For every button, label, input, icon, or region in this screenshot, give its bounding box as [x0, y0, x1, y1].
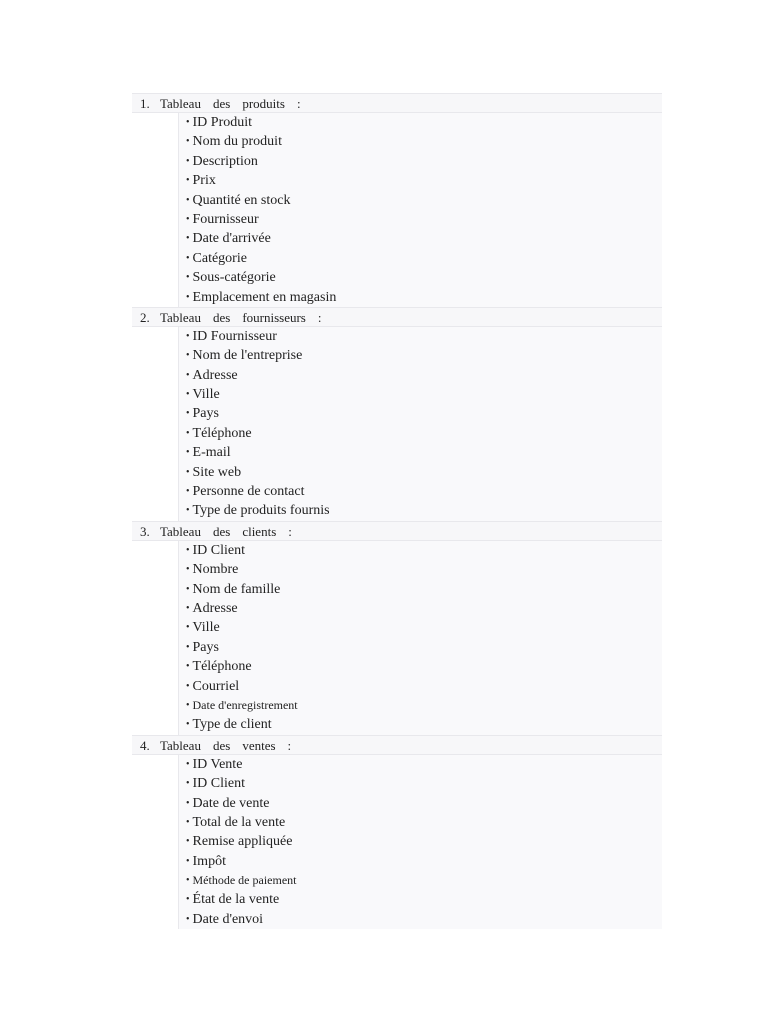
list-item: [179, 715, 662, 734]
bullet-icon: •: [186, 680, 190, 692]
bullet-icon: •: [186, 427, 190, 439]
list-item-label: Emplacement en magasin: [192, 289, 337, 305]
list-item-label: Nom du produit: [192, 134, 282, 150]
section-title-word: :: [287, 737, 292, 753]
list-item-label: Courriel: [192, 678, 240, 694]
list-item-label: Nom de l'entreprise: [192, 348, 303, 364]
list-item-label: Description: [192, 153, 258, 169]
list-item: [179, 132, 662, 151]
section-number: 1.: [140, 96, 150, 111]
bullet-icon: •: [186, 175, 190, 187]
section-title-word: :: [288, 523, 292, 539]
section-header: [132, 735, 662, 755]
bullet-icon: •: [186, 194, 190, 206]
list-item: [179, 541, 662, 560]
list-item: [179, 560, 662, 579]
list-item-label: Catégorie: [192, 250, 247, 266]
list-item-label: Téléphone: [192, 659, 252, 675]
list-item: [179, 210, 662, 229]
bullet-icon: •: [186, 447, 190, 459]
list-item: [179, 774, 662, 793]
bullet-icon: •: [186, 894, 190, 906]
list-item: [179, 638, 662, 657]
list-item-label: Personne de contact: [192, 484, 305, 500]
bullet-icon: •: [186, 544, 190, 556]
list-item-label: Sous-catégorie: [192, 270, 276, 286]
list-item: [179, 404, 662, 423]
bullet-icon: •: [186, 583, 190, 595]
bullet-icon: •: [186, 564, 190, 576]
bullet-icon: •: [186, 155, 190, 167]
list-item: [179, 249, 662, 268]
list-item: [179, 852, 662, 871]
section-header: [132, 521, 662, 541]
list-item-label: ID Produit: [192, 115, 253, 130]
bullet-icon: •: [186, 875, 190, 887]
list-item-label: Remise appliquée: [192, 834, 293, 850]
section-number: 3.: [140, 523, 150, 539]
list-item: [179, 832, 662, 851]
bullet-icon: •: [186, 797, 190, 809]
section-number: 4.: [140, 737, 150, 753]
list-item-label: Date d'arrivée: [192, 231, 271, 247]
list-item: [179, 463, 662, 482]
bullet-icon: •: [186, 699, 190, 711]
bullet-icon: •: [186, 350, 190, 362]
list-item-label: Pays: [192, 406, 219, 422]
bullet-icon: •: [186, 816, 190, 828]
list-item-label: Méthode de paiement: [192, 873, 297, 888]
list-item: [179, 696, 662, 715]
list-item-label: ID Client: [192, 776, 246, 792]
bullet-icon: •: [186, 369, 190, 381]
list-item-label: Site web: [192, 464, 242, 480]
list-item-label: Impôt: [192, 853, 226, 869]
list-item-label: Prix: [192, 173, 216, 189]
list-item: [179, 191, 662, 210]
list-item-label: Date d'enregistrement: [192, 697, 298, 712]
section-title-word: produits: [242, 96, 285, 111]
list-item: [179, 501, 662, 520]
section-item-list: [178, 755, 662, 930]
list-item-label: Fournisseur: [192, 211, 259, 227]
list-item: [179, 794, 662, 813]
bullet-icon: •: [186, 486, 190, 498]
list-item: [179, 890, 662, 909]
section-item-list: [178, 113, 662, 307]
section-title-word: Tableau: [160, 737, 201, 753]
bullet-icon: •: [186, 136, 190, 148]
bullet-icon: •: [186, 855, 190, 867]
section-title-word: Tableau: [160, 523, 201, 539]
document-body: [132, 93, 662, 929]
list-item: [179, 327, 662, 346]
list-item: [179, 288, 662, 307]
list-item-label: État de la vente: [192, 892, 280, 908]
bullet-icon: •: [186, 408, 190, 420]
list-item: [179, 755, 662, 774]
bullet-icon: •: [186, 233, 190, 245]
bullet-icon: •: [186, 836, 190, 848]
list-item-label: Adresse: [192, 600, 238, 616]
list-item-label: Type de produits fournis: [192, 503, 330, 519]
section-item-list: [178, 541, 662, 735]
bullet-icon: •: [186, 778, 190, 790]
list-item: [179, 443, 662, 462]
list-item: [179, 657, 662, 676]
section-title-word: Tableau: [160, 309, 201, 325]
bullet-icon: •: [186, 622, 190, 634]
bullet-icon: •: [186, 758, 190, 770]
list-item-label: Nom de famille: [192, 581, 281, 597]
bullet-icon: •: [186, 330, 190, 342]
bullet-icon: •: [186, 389, 190, 401]
list-item-label: Nombre: [192, 562, 239, 578]
bullet-icon: •: [186, 117, 190, 128]
list-item-label: ID Fournisseur: [192, 328, 277, 344]
list-item: [179, 618, 662, 637]
bullet-icon: •: [186, 641, 190, 653]
list-item-label: Type de client: [192, 717, 272, 733]
list-item-label: Date d'envoi: [192, 911, 264, 927]
list-item: [179, 580, 662, 599]
bullet-icon: •: [186, 291, 190, 303]
section-title-word: :: [296, 96, 301, 111]
section-title-word: Tableau: [160, 96, 201, 111]
bullet-icon: •: [186, 661, 190, 673]
list-item-label: E-mail: [192, 445, 231, 461]
list-item: [179, 113, 662, 132]
section-title-word: des: [212, 523, 231, 539]
list-item: [179, 871, 662, 890]
section-title-word: des: [212, 737, 231, 753]
bullet-icon: •: [186, 602, 190, 614]
list-item: [179, 482, 662, 501]
list-item-label: Total de la vente: [192, 814, 286, 830]
list-item: [179, 152, 662, 171]
bullet-icon: •: [186, 466, 190, 478]
list-item-label: Téléphone: [192, 425, 252, 441]
bullet-icon: •: [186, 213, 190, 225]
section-title-word: ventes: [242, 737, 276, 753]
bullet-icon: •: [186, 252, 190, 264]
section-title-word: des: [212, 309, 231, 325]
section-title-word: fournisseurs: [242, 309, 306, 325]
list-item: [179, 599, 662, 618]
list-item-label: Adresse: [192, 367, 238, 383]
list-item-label: Ville: [192, 387, 220, 403]
section-title-word: des: [212, 96, 231, 111]
list-item-label: Pays: [192, 639, 219, 655]
list-item: [179, 171, 662, 190]
list-item: [179, 268, 662, 287]
list-item: [179, 677, 662, 696]
section-title-word: clients: [242, 523, 277, 539]
list-item: [179, 910, 662, 929]
bullet-icon: •: [186, 272, 190, 284]
section-item-list: [178, 327, 662, 521]
section-number: 2.: [140, 309, 150, 325]
bullet-icon: •: [186, 913, 190, 925]
list-item-label: Ville: [192, 620, 220, 636]
list-item: [179, 813, 662, 832]
section-header: [132, 307, 662, 327]
list-item: [179, 424, 662, 443]
bullet-icon: •: [186, 505, 190, 517]
list-item-label: Date de vente: [192, 795, 270, 811]
list-item-label: ID Client: [192, 542, 246, 558]
bullet-icon: •: [186, 719, 190, 731]
section-title-word: :: [317, 309, 322, 325]
list-item-label: Quantité en stock: [192, 192, 291, 208]
list-item: [179, 366, 662, 385]
list-item: [179, 346, 662, 365]
list-item: [179, 385, 662, 404]
section-header: [132, 93, 662, 113]
list-item: [179, 229, 662, 248]
list-item-label: ID Vente: [192, 756, 243, 772]
